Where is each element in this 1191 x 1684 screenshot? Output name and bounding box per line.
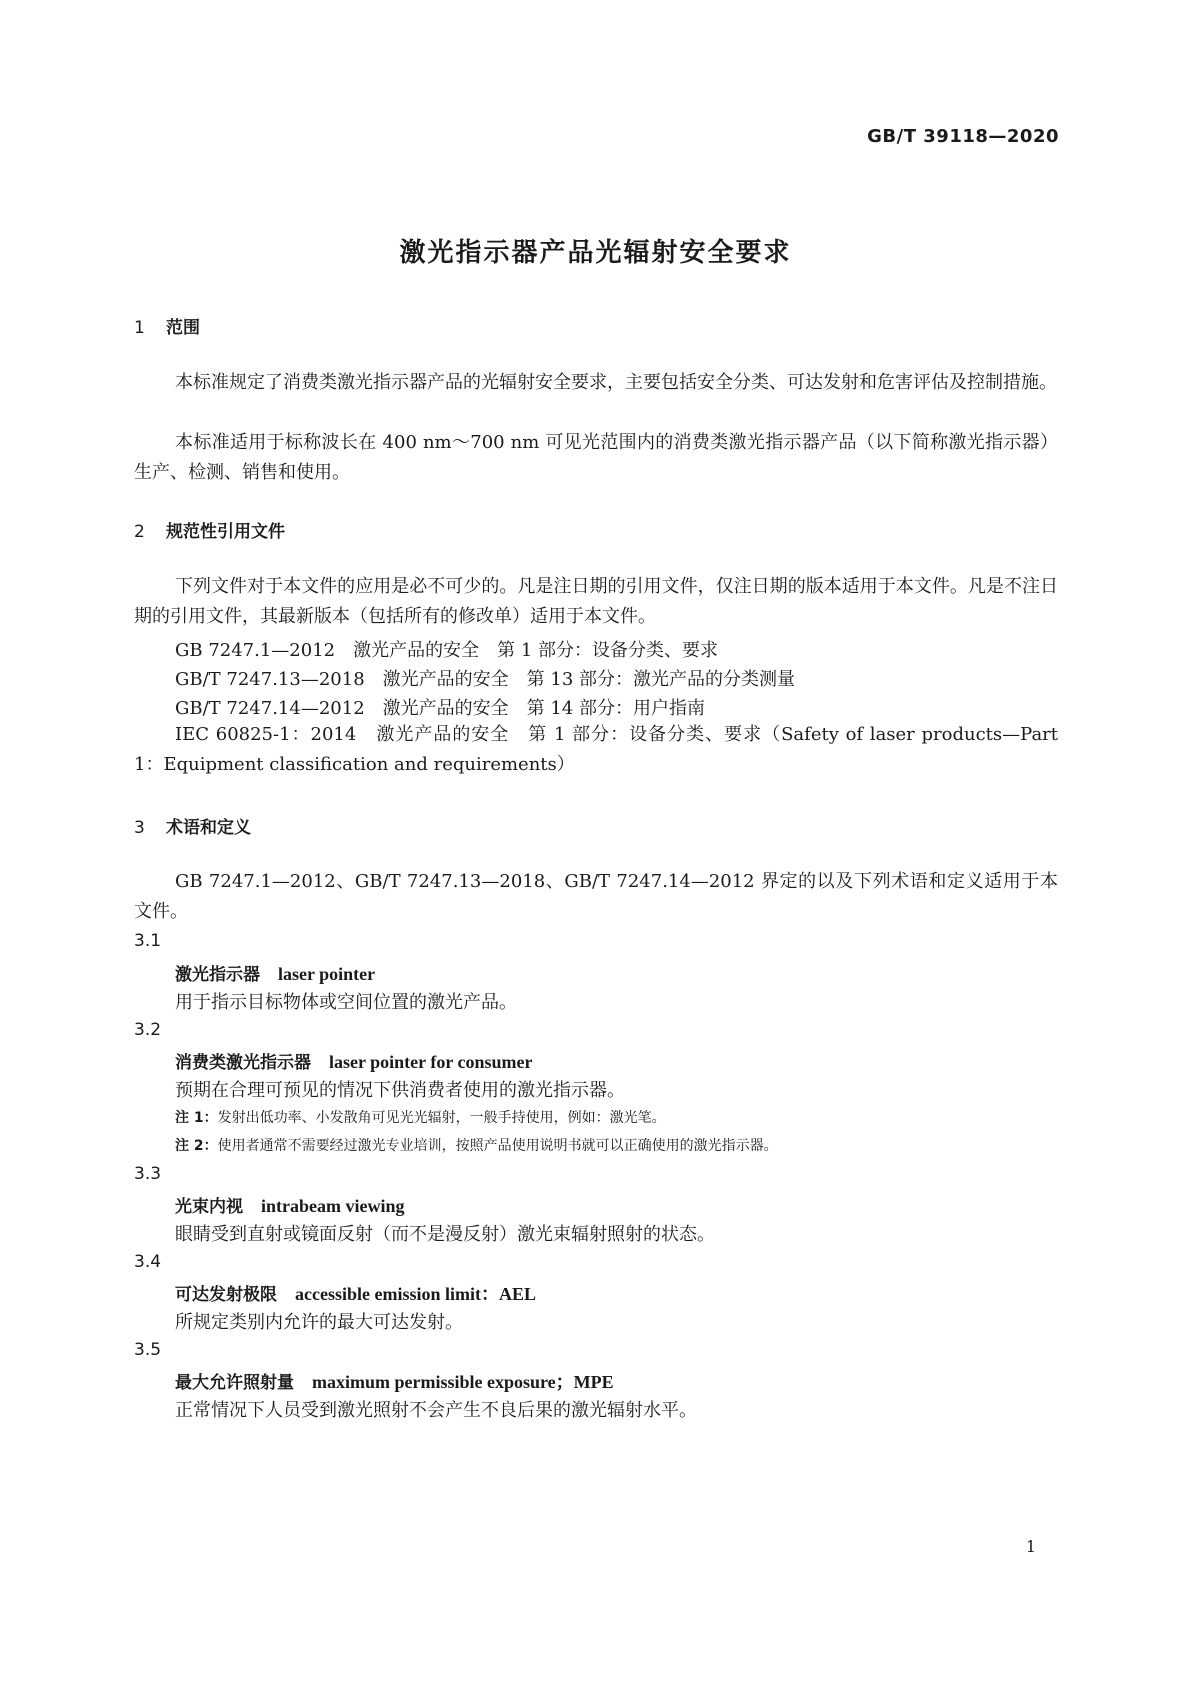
- term-definition: 预期在合理可预见的情况下供消费者使用的激光指示器。: [175, 1080, 625, 1101]
- term-heading: [175, 1048, 532, 1073]
- section-title: 术语和定义: [166, 818, 251, 838]
- term-zh: 激光指示器: [175, 965, 260, 985]
- reference-title: 激光产品的安全 第 1 部分：设备分类、要求: [353, 640, 719, 661]
- term-en: laser pointer: [278, 964, 376, 984]
- paragraph: 本标准规定了消费类激光指示器产品的光辐射安全要求，主要包括安全分类、可达发射和危害评估及控制措施。: [175, 372, 1057, 393]
- term-definition: 正常情况下人员受到激光照射不会产生不良后果的激光辐射水平。: [175, 1400, 697, 1421]
- section-number: 3: [134, 818, 145, 838]
- paragraph: 下列文件对于本文件的应用是必不可少的。凡是注日期的引用文件，仅注日期的版本适用于本文件。凡是不注日期的引用文件，其最新版本（包括所有的修改单）适用于本文件。: [134, 576, 1058, 627]
- note-label: 注 1：: [175, 1110, 218, 1126]
- term-zh: 光束内视: [175, 1197, 243, 1217]
- term-zh: 可达发射极限: [175, 1285, 277, 1305]
- term-heading: [175, 1368, 614, 1394]
- note: [175, 1135, 778, 1155]
- term-heading: [175, 960, 375, 985]
- paragraph: GB 7247.1—2012、GB/T 7247.13—2018、GB/T 7247.14—2012 界定的以及下列术语和定义适用于本文件。: [134, 871, 1058, 922]
- reference-code: GB/T 7247.14—2012: [175, 698, 365, 719]
- note-text: 使用者通常不需要经过激光专业培训，按照产品使用说明书就可以正确使用的激光指示器。: [217, 1138, 778, 1154]
- section-title: 规范性引用文件: [166, 522, 285, 542]
- page-number: 1: [1025, 1537, 1036, 1556]
- term-en: accessible emission limit：AEL: [295, 1284, 536, 1304]
- clause-number: 3.3: [134, 1164, 162, 1184]
- term-en: maximum permissible exposure；MPE: [312, 1372, 614, 1392]
- note-label: 注 2：: [175, 1138, 218, 1154]
- reference-code: GB/T 7247.13—2018: [175, 669, 365, 690]
- reference-code: GB 7247.1—2012: [175, 640, 336, 661]
- clause-number: 3.1: [134, 931, 162, 951]
- reference-item: [175, 665, 795, 691]
- section-heading-2: [134, 517, 285, 542]
- term-heading: [175, 1280, 536, 1306]
- reference-title: 激光产品的安全 第 14 部分：用户指南: [382, 698, 706, 719]
- reference-item: [175, 636, 718, 662]
- term-zh: 消费类激光指示器: [175, 1053, 311, 1073]
- term-en: intrabeam viewing: [261, 1196, 405, 1216]
- section-number: 2: [134, 522, 145, 542]
- clause-number: 3.5: [134, 1340, 162, 1360]
- term-heading: [175, 1192, 405, 1217]
- document-title: 激光指示器产品光辐射安全要求: [399, 238, 792, 268]
- reference-title: 激光产品的安全 第 1 部分：设备分类、要求（Safety of laser products—Part 1：Equipment classification and requirements）: [134, 724, 1059, 775]
- reference-item: [134, 720, 1058, 780]
- reference-code: IEC 60825-1：2014: [175, 724, 357, 745]
- note: [175, 1107, 666, 1127]
- reference-item: [175, 694, 705, 720]
- standard-number: GB/T 39118—2020: [867, 126, 1059, 147]
- section-title: 范围: [166, 318, 200, 338]
- term-definition: 用于指示目标物体或空间位置的激光产品。: [175, 992, 517, 1013]
- clause-number: 3.4: [134, 1252, 162, 1272]
- paragraph: 本标准适用于标称波长在 400 nm～700 nm 可见光范围内的消费类激光指示器产品（以下简称激光指示器）生产、检测、销售和使用。: [134, 432, 1058, 483]
- clause-number: 3.2: [134, 1020, 162, 1040]
- reference-title: 激光产品的安全 第 13 部分：激光产品的分类测量: [382, 669, 796, 690]
- section-heading-3: [134, 813, 251, 838]
- term-zh: 最大允许照射量: [175, 1373, 294, 1393]
- note-text: 发射出低功率、小发散角可见光光辐射，一般手持使用，例如：激光笔。: [217, 1110, 666, 1126]
- term-definition: 眼睛受到直射或镜面反射（而不是漫反射）激光束辐射照射的状态。: [175, 1224, 715, 1245]
- term-en: laser pointer for consumer: [329, 1052, 533, 1072]
- term-definition: 所规定类别内允许的最大可达发射。: [175, 1312, 463, 1333]
- section-heading-1: [134, 313, 200, 338]
- section-number: 1: [134, 318, 145, 338]
